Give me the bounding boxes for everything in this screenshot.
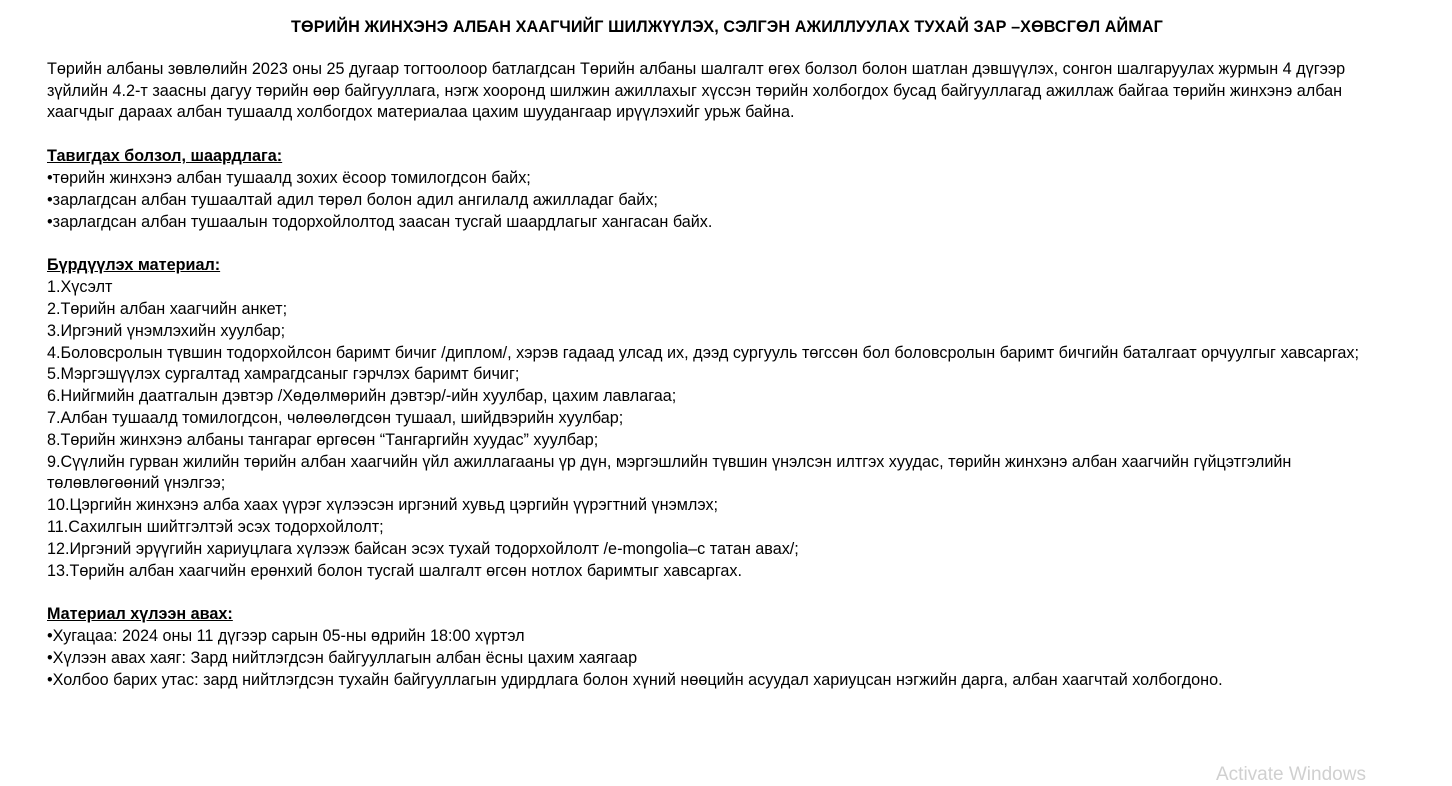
material-item: 9.Сүүлийн гурван жилийн төрийн албан хаагчийн үйл ажиллагааны үр дүн, мэргэшлийн түвшин үнэлсэн илтгэх хуудас, төрийн жинхэнэ албан хаагчийн гүйцэтгэлийн төлөвлөгөөний үнэлгээ; bbox=[47, 452, 1292, 493]
material-item: 11.Сахилгын шийтгэлтэй эсэх тодорхойлолт; bbox=[47, 517, 384, 536]
document-title: ТӨРИЙН ЖИНХЭНЭ АЛБАН ХААГЧИЙГ ШИЛЖҮҮЛЭХ, СЭЛГЭН АЖИЛЛУУЛАХ ТУХАЙ ЗАР –ХӨВСГӨЛ АЙМАГ bbox=[291, 18, 1163, 36]
submission-section bbox=[47, 604, 1407, 691]
submission-item: •Холбоо барих утас: зард нийтлэгдсэн тухайн байгууллагын удирдлага болон хүний нөөцийн асуудал хариуцсан нэгжийн дарга, албан хаагчтай холбогдоно. bbox=[47, 670, 1223, 689]
submission-item: •Хүлээн авах хаяг: Зард нийтлэгдсэн байгууллагын албан ёсны цахим хаягаар bbox=[47, 648, 638, 667]
material-item: 13.Төрийн албан хаагчийн ерөнхий болон тусгай шалгалт өгсөн нотлох баримтыг хавсаргах. bbox=[47, 561, 742, 580]
requirement-item: •төрийн жинхэнэ албан тушаалд зохих ёсоор томилогдсон байх; bbox=[47, 168, 531, 187]
material-item: 10.Цэргийн жинхэнэ алба хаах үүрэг хүлээсэн иргэний хувьд цэргийн үүрэгтний үнэмлэх; bbox=[47, 496, 719, 515]
document-page bbox=[47, 0, 1407, 692]
requirements-heading: Тавигдах болзол, шаардлага: bbox=[47, 147, 283, 166]
activate-windows-watermark: Activate Windows bbox=[1216, 764, 1366, 785]
materials-heading: Бүрдүүлэх материал: bbox=[47, 256, 221, 275]
requirement-item: •зарлагдсан албан тушаалтай адил төрөл болон адил ангилалд ажилладаг байх; bbox=[47, 190, 658, 209]
material-item: 6.Нийгмийн даатгалын дэвтэр /Хөдөлмөрийн дэвтэр/-ийн хуулбар, цахим лавлагаа; bbox=[47, 387, 677, 406]
submission-item: •Хугацаа: 2024 оны 11 дүгээр сарын 05-ны өдрийн 18:00 хүртэл bbox=[47, 627, 525, 646]
material-item: 2.Төрийн албан хаагчийн анкет; bbox=[47, 299, 288, 318]
material-item: 5.Мэргэшүүлэх сургалтад хамрагдсаныг гэрчлэх баримт бичиг; bbox=[47, 365, 520, 384]
requirements-section bbox=[47, 146, 1407, 233]
material-item: 8.Төрийн жинхэнэ албаны тангараг өргөсөн “Тангаргийн хуудас” хуулбар; bbox=[47, 430, 599, 449]
requirement-item: •зарлагдсан албан тушаалын тодорхойлолтод заасан тусгай шаардлагыг хангасан байх. bbox=[47, 212, 713, 231]
intro-paragraph: Төрийн албаны зөвлөлийн 2023 оны 25 дугаар тогтоолоор батлагдсан Төрийн албаны шалгалт өгөх болзол болон шатлан дэвшүүлэх, сонгон шалгаруулах журмын 4 дүгээр зүйлийн 4.2-т заасны дагуу төрийн өөр байгууллага, нэгж хооронд шилжин ажиллахыг хүссэн төрийн холбогдох бусад байгууллагад ажиллаж байгаа төрийн жинхэнэ албан хаагчдыг дараах албан тушаалд холбогдох материалаа цахим шуудангаар ирүүлэхийг урьж байна. bbox=[47, 59, 1346, 122]
material-item: 4.Боловсролын түвшин тодорхойлсон баримт бичиг /диплом/, хэрэв гадаад улсад их, дээд сургууль төгссөн бол боловсролын баримт бичгийн баталгаат орчуулгыг хавсаргах; bbox=[47, 343, 1360, 362]
material-item: 12.Иргэний эрүүгийн хариуцлага хүлээж байсан эсэх тухай тодорхойлолт /e-mongolia–с татан авах/; bbox=[47, 539, 799, 558]
material-item: 1.Хүсэлт bbox=[47, 278, 113, 297]
submission-heading: Материал хүлээн авах: bbox=[47, 605, 233, 624]
material-item: 7.Албан тушаалд томилогдсон, чөлөөлөгдсөн тушаал, шийдвэрийн хуулбар; bbox=[47, 408, 624, 427]
materials-section bbox=[47, 255, 1407, 582]
material-item: 3.Иргэний үнэмлэхийн хуулбар; bbox=[47, 321, 286, 340]
